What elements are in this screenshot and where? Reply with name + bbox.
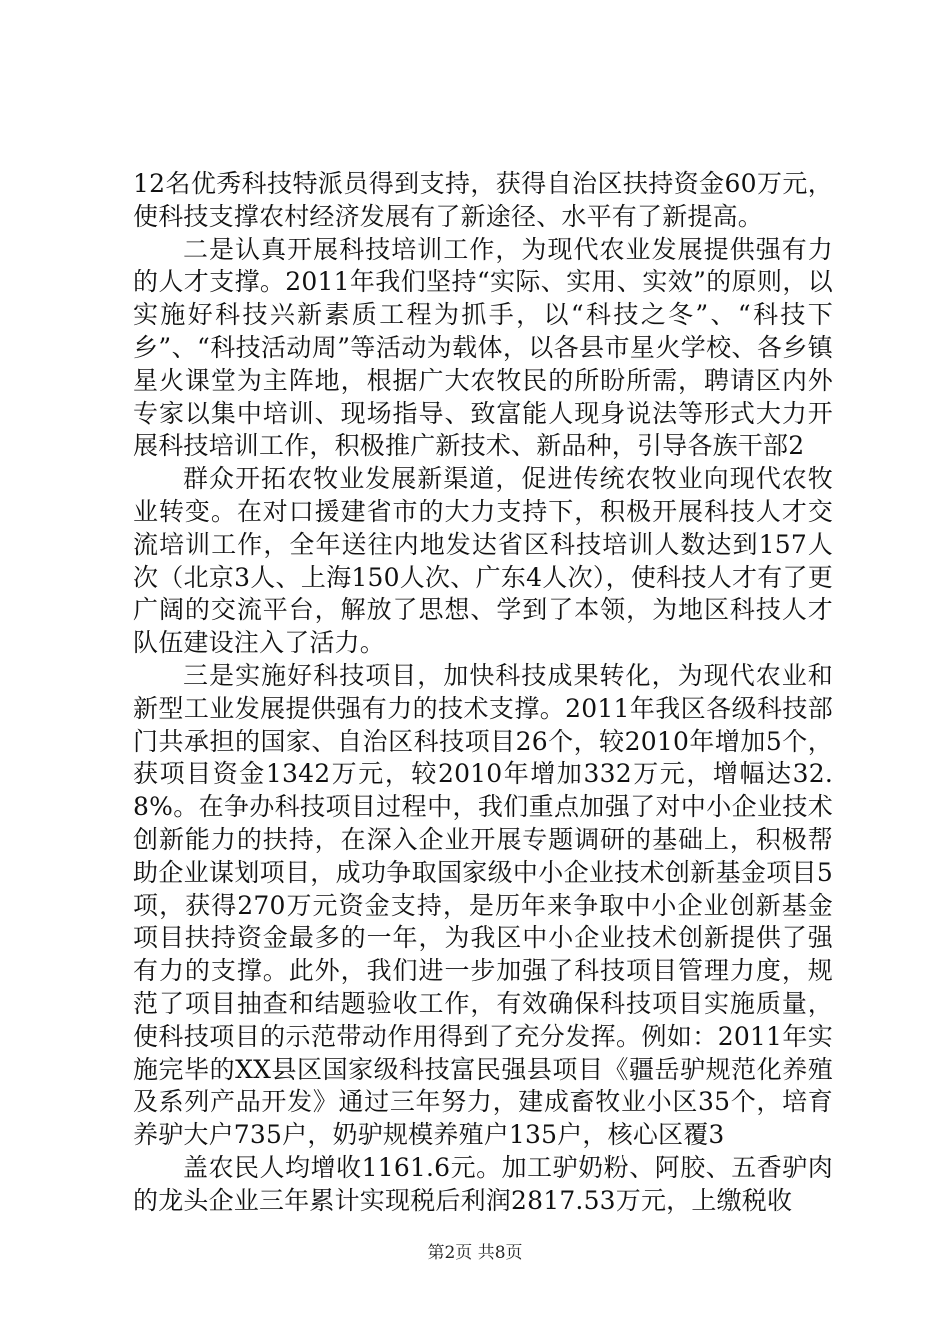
paragraph-5: 盖农民人均增收1161.6元。加工驴奶粉、阿胶、五香驴肉的龙头企业三年累计实现税后利润2817.53万元，上缴税收 [133,1152,833,1215]
paragraph-4: 三是实施好科技项目，加快科技成果转化，为现代农业和新型工业发展提供强有力的技术支撑。2011年我区各级科技部门共承担的国家、自治区科技项目26个，较2010年增加5个，获项目资金1342万元，较2010年增加332万元，增幅达32.8%。在争办科技项目过程中，我们重点加强了对中小企业技术创新能力的扶持，在深入企业开展专题调研的基础上，积极帮助企业谋划项目，成功争取国家级中小企业技术创新基金项目5项，获得270万元资金支持，是历年来争取中小企业创新基金项目扶持资金最多的一年，为我区中小企业技术创新提供了强有力的支撑。此外，我们进一步加强了科技项目管理力度，规范了项目抽查和结题验收工作，有效确保科技项目实施质量，使科技项目的示范带动作用得到了充分发挥。例如：2011年实施完毕的XX县区国家级科技富民强县项目《疆岳驴规范化养殖及系列产品开发》通过三年努力，建成畜牧业小区35个，培育养驴大户735户，奶驴规模养殖户135户，核心区覆3 [133,660,833,1150]
paragraph-1: 12名优秀科技特派员得到支持，获得自治区扶持资金60万元，使科技支撑农村经济发展有了新途径、水平有了新提高。 [133,169,833,231]
paragraph-2: 二是认真开展科技培训工作，为现代农业发展提供强有力的人才支撑。2011年我们坚持“实际、实用、实效”的原则，以实施好科技兴新素质工程为抓手，以“科技之冬”、“科技下乡”、“科技活动周”等活动为载体，以各县市星火学校、各乡镇星火课堂为主阵地，根据广大农牧民的所盼所需，聘请区内外专家以集中培训、现场指导、致富能人现身说法等形式大力开展科技培训工作，积极推广新技术、新品种，引导各族干部2 [133,234,833,461]
page-footer [0,1243,950,1263]
paragraph-3: 群众开拓农牧业发展新渠道，促进传统农牧业向现代农牧业转变。在对口援建省市的大力支持下，积极开展科技人才交流培训工作，全年送往内地发达省区科技培训人数达到157人次（北京3人、上海150人次、广东4人次），使科技人才有了更广阔的交流平台，解放了思想、学到了本领，为地区科技人才队伍建设注入了活力。 [133,464,833,658]
page-number-label: 第2页 共8页 [427,1243,523,1263]
document-body [133,168,833,1218]
